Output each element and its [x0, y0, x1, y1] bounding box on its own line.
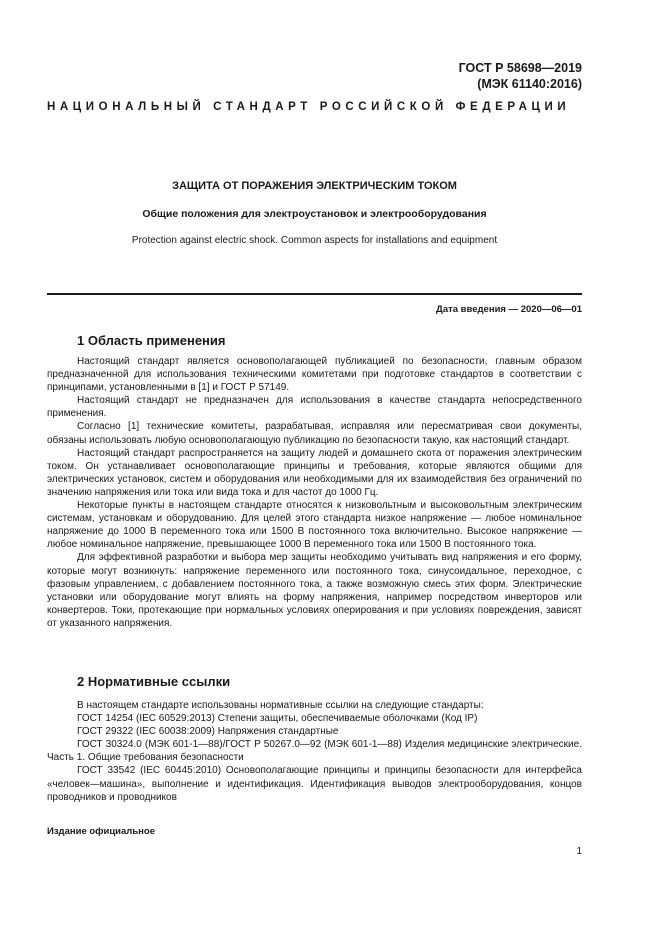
paragraph: Настоящий стандарт является основополагающей публикацией по безопасности, главным образом предназначенной для использования техническими комитетами при подготовке стандартов в соответствии с принципами, установленными в [1] и ГОСТ Р 57149.	[47, 356, 582, 394]
reference-item: ГОСТ 33542 (IEC 60445:2010) Основополагающие принципы и принципы безопасности для интерфейса «человек—машина», выполнение и идентификация. Идентификация выводов электрооборудования, концов проводников и проводников	[47, 765, 582, 803]
reference-item: ГОСТ 29322 (IEC 60038:2009) Напряжения стандартные	[77, 726, 339, 738]
paragraph: Согласно [1] технические комитеты, разрабатывая, исправляя или пересматривая свои документы, обязаны использовать любую основополагающую публикацию по безопасности такую, как настоящий стандарт.	[47, 421, 582, 446]
gost-number: ГОСТ Р 58698—2019	[458, 61, 582, 75]
paragraph: Некоторые пункты в настоящем стандарте относятся к низковольтным и высоковольтным электрическим системам, установкам и оборудованию. Для целей этого стандарта низкое напряжение — любое номинальное напряжение до 1000 В переменного тока или 1500 В постоянного тока включительно. Высокое напряжение — любое номинальное напряжение, превышающее 1000 В переменного тока или 1500 В постоянного тока.	[47, 500, 582, 551]
paragraph: Настоящий стандарт не предназначен для использования в качестве стандарта непосредственного применения.	[47, 395, 582, 420]
section-1-body	[47, 355, 582, 630]
page-number: 1	[576, 846, 582, 857]
section-2-heading: 2 Нормативные ссылки	[77, 674, 231, 689]
document-subtitle: Общие положения для электроустановок и электрооборудования	[142, 208, 487, 220]
paragraph: В настоящем стандарте использованы нормативные ссылки на следующие стандарты:	[77, 700, 484, 711]
section-2-body	[47, 699, 582, 804]
iec-reference: (МЭК 61140:2016)	[477, 77, 582, 91]
english-title: Protection against electric shock. Common aspects for installations and equipment	[131, 235, 498, 246]
official-edition-label: Издание официальное	[47, 826, 155, 837]
introduction-date: Дата введения — 2020—06—01	[436, 304, 582, 315]
paragraph: Настоящий стандарт распространяется на защиту людей и домашнего скота от поражения электрическим током. Он устанавливает основополагающие принципы и требования, которые являются общими для электрических установок, систем и оборудования или необходимыми для их взаимодействия без ограничений по значению напряжения или тока или вида тока и для частот до 1000 Гц.	[47, 447, 582, 498]
title-divider	[47, 293, 582, 295]
paragraph: Для эффективной разработки и выбора мер защиты необходимо учитывать вид напряжения и его форму, которые могут возникнуть: напряжение переменного или постоянного тока, синусоидальное, переходное, с фазовым управлением, с добавлением постоянного тока, а также возможную смесь этих форм. Электрические установки или оборудование могут влиять на форму напряжения, например посредством инверторов или конвертеров. Токи, протекающие при нормальных условиях оперирования и при условиях повреждения, зависят от указанного напряжения.	[47, 552, 582, 629]
national-standard-banner: НАЦИОНАЛЬНЫЙ СТАНДАРТ РОССИЙСКОЙ ФЕДЕРАЦИИ	[47, 101, 571, 113]
document-designation	[459, 60, 582, 92]
section-1-heading: 1 Область применения	[77, 333, 226, 348]
reference-item: ГОСТ 30324.0 (МЭК 601-1—88)/ГОСТ Р 50267.0—92 (МЭК 601-1—88) Изделия медицинские электрические. Часть 1. Общие требования безопасности	[47, 739, 582, 764]
reference-item: ГОСТ 14254 (IEC 60529:2013) Степени защиты, обеспечиваемые оболочками (Код IP)	[77, 713, 478, 725]
document-title: ЗАЩИТА ОТ ПОРАЖЕНИЯ ЭЛЕКТРИЧЕСКИМ ТОКОМ	[172, 180, 457, 192]
